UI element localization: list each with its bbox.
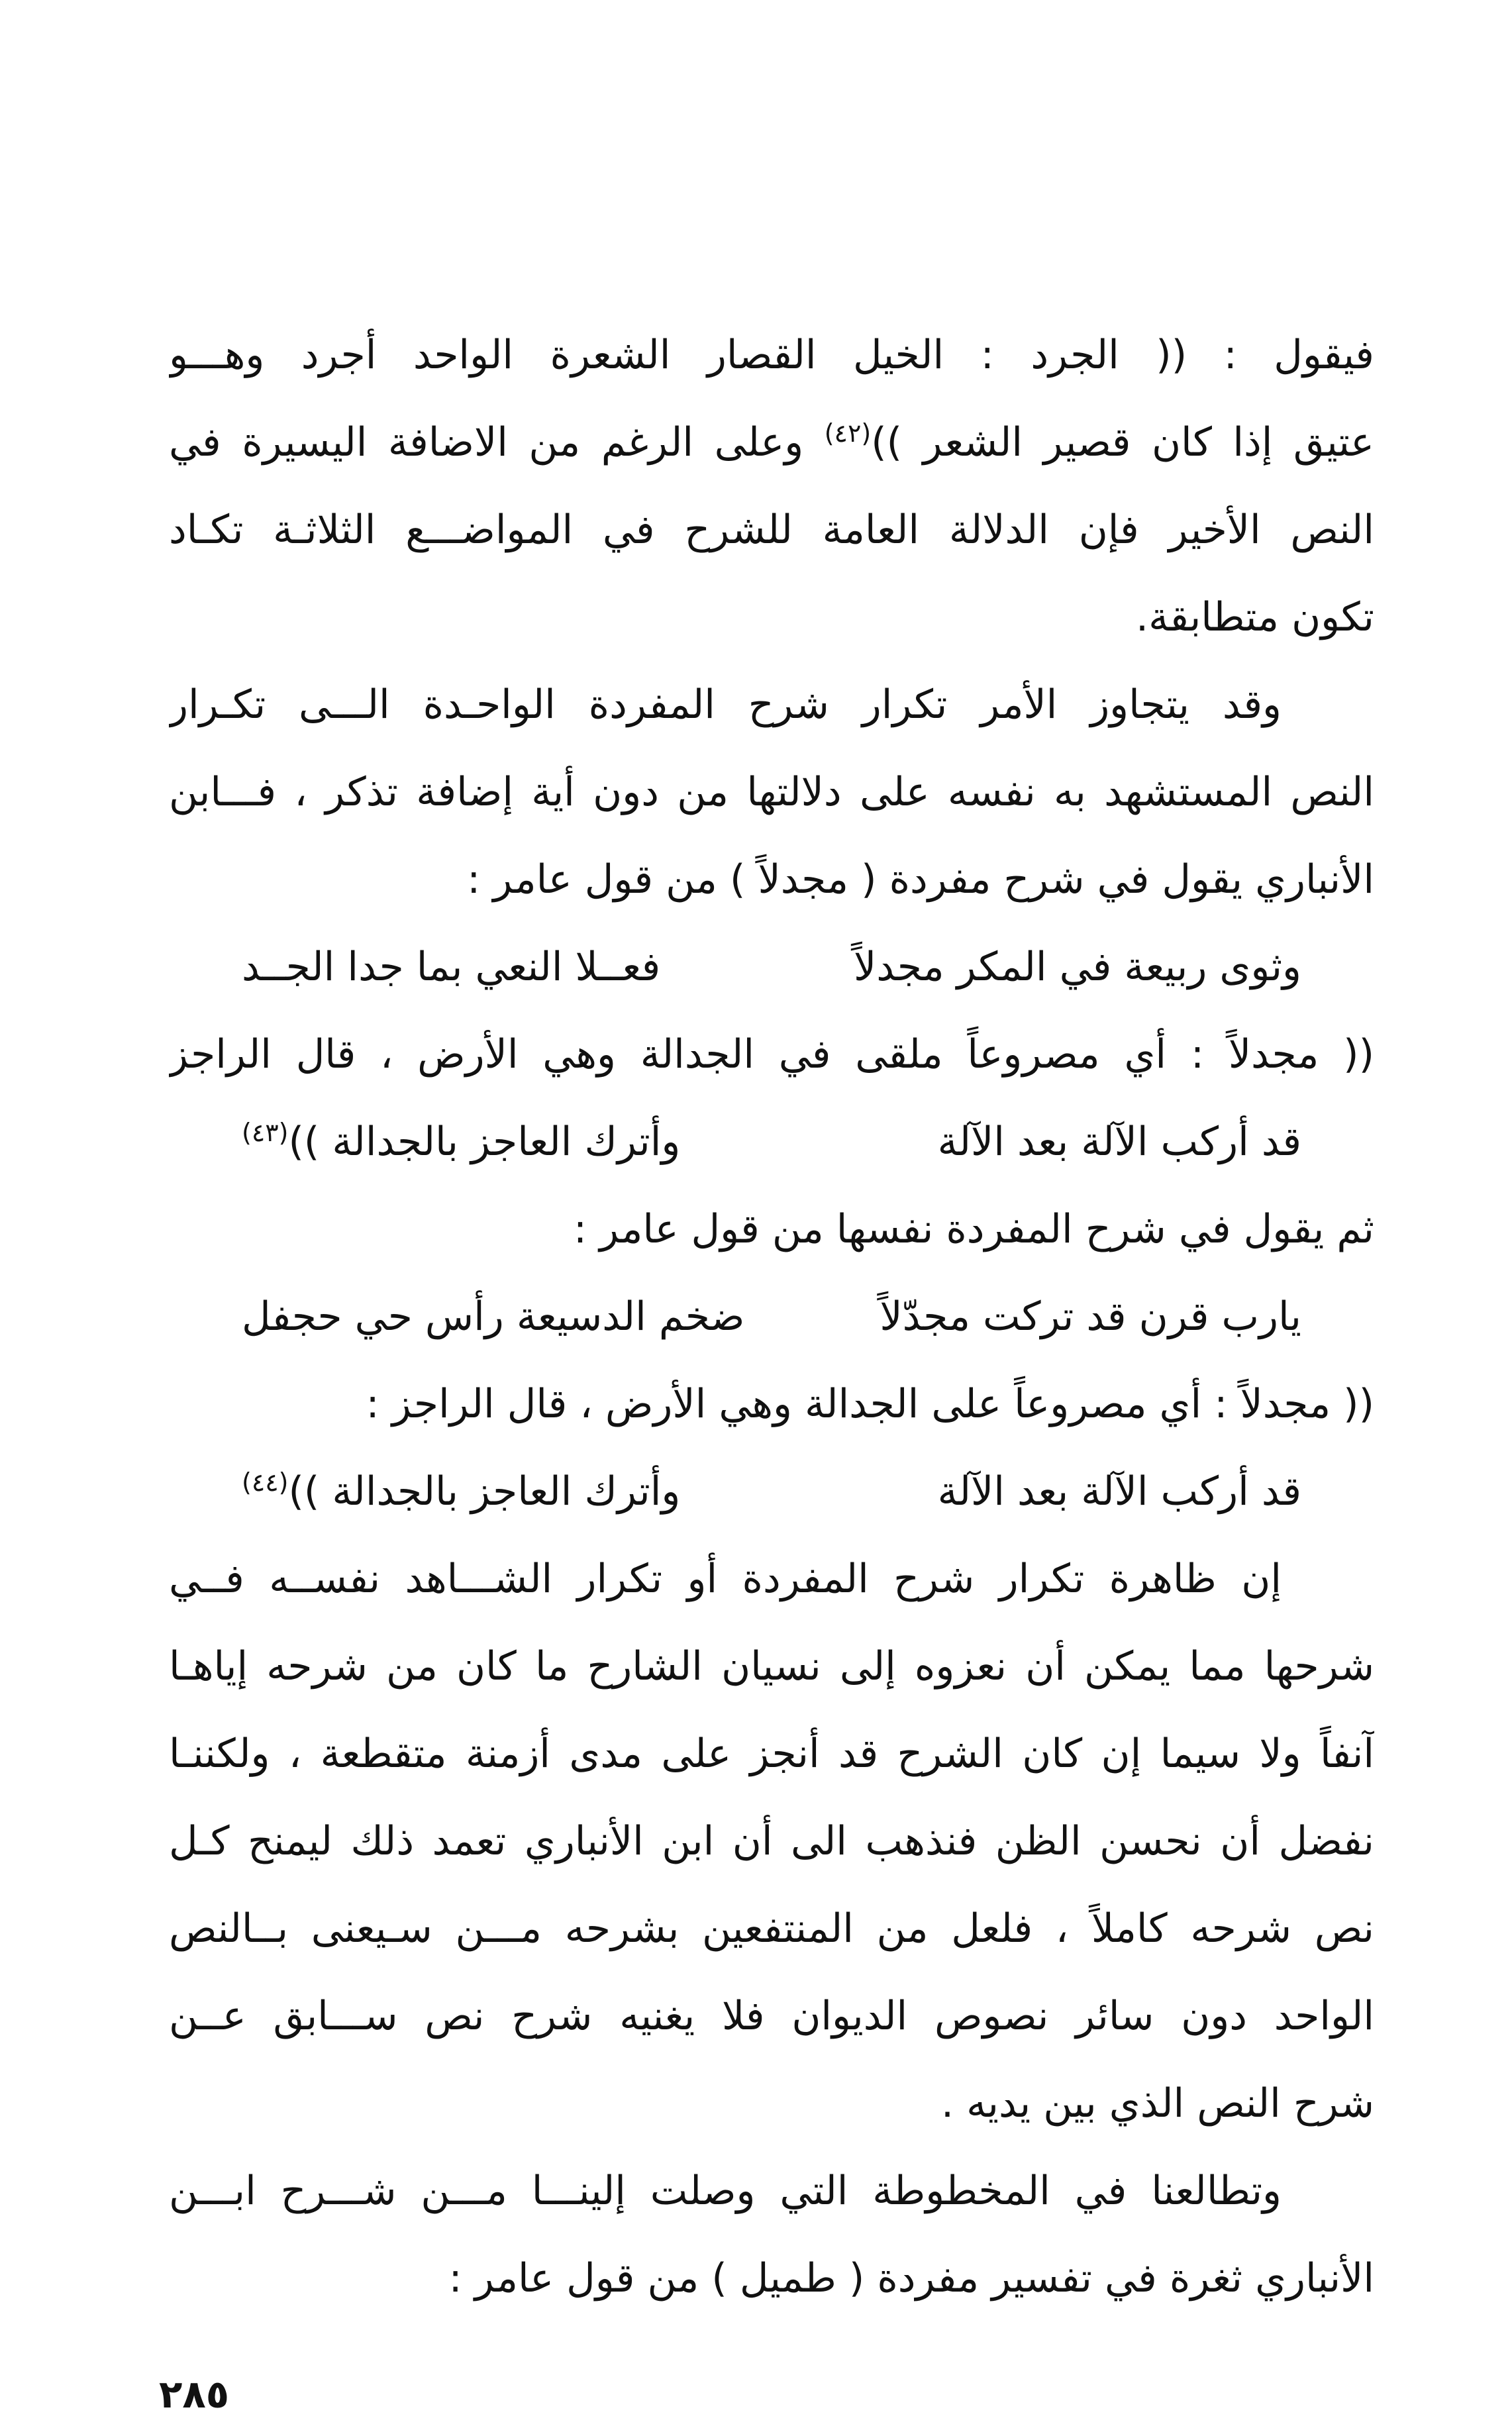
- verse-second-hemistich: وأترك العاجز بالجدالة ))(٤٤): [242, 1448, 680, 1535]
- poetry-verse: [169, 923, 1374, 1011]
- text-line: شرح النص الذي بين يديه .: [940, 2080, 1374, 2127]
- verse-first-hemistich: قد أركب الآلة بعد الآلة: [937, 1468, 1301, 1515]
- poetry-verse: [169, 1448, 1374, 1535]
- paragraph-first-line: وقد يتجاوز الأمر تكرار شرح المفردة الواحـدة الـــى تكـرار: [169, 682, 1282, 728]
- text-segment: وأترك العاجز بالجدالة )): [288, 1119, 681, 1165]
- text-line: (( مجدلاً : أي مصروعاً على الجدالة وهي الأرض ، قال الراجز :: [366, 1381, 1374, 1427]
- text-line: نص شرحه كاملاً ، فلعل من المنتفعين بشرحه مـــن سـيعنى بــالنص: [169, 1905, 1374, 1952]
- paragraph-first-line: إن ظاهرة تكرار شرح المفردة أو تكرار الشـــاهد نفســه فــي: [169, 1556, 1282, 1602]
- body-text: [169, 311, 1374, 2322]
- text-segment: عتيق إذا كان قصير الشعر )): [871, 419, 1374, 466]
- page-number: ٢٨٥: [159, 2372, 230, 2417]
- verse-second-hemistich: وأترك العاجز بالجدالة ))(٤٣): [242, 1098, 680, 1186]
- footnote-marker: (٤٢): [824, 419, 872, 448]
- text-line: الواحد دون سائر نصوص الديوان فلا يغنيه شرح نص ســـابق عــن: [169, 1993, 1374, 2039]
- verse-second-hemistich: فعــلا النعي بما جدا الجــد: [242, 944, 661, 990]
- text-line: (( مجدلاً : أي مصروعاً ملقى في الجدالة وهي الأرض ، قال الراجز: [169, 1031, 1374, 1078]
- text-line: الأنباري يقول في شرح مفردة ( مجدلاً ) من قول عامر :: [467, 856, 1374, 903]
- verse-first-hemistich: قد أركب الآلة بعد الآلة: [937, 1119, 1301, 1165]
- text-line: النص المستشهد به نفسه على دلالتها من دون أية إضافة تذكر ، فـــابن: [169, 769, 1374, 815]
- poetry-verse: [169, 1273, 1374, 1360]
- text-line: [169, 399, 1374, 486]
- text-segment: وأترك العاجز بالجدالة )): [288, 1468, 681, 1515]
- verse-second-hemistich: ضخم الدسيعة رأس حي حجفل: [242, 1293, 745, 1340]
- text-line: آنفاً ولا سيما إن كان الشرح قد أنجز على مدى أزمنة متقطعة ، ولكننـا: [169, 1731, 1374, 1777]
- text-line: الأنباري ثغرة في تفسير مفردة ( طميل ) من قول عامر :: [448, 2255, 1374, 2302]
- poetry-verse: [169, 1098, 1374, 1186]
- text-line: تكون متطابقة.: [1136, 594, 1374, 640]
- paragraph-first-line: وتطالعنا في المخطوطة التي وصلت إلينـــا مـــن شـــرح ابـــن: [169, 2168, 1282, 2214]
- text-line: النص الأخير فإن الدلالة العامة للشرح في المواضـــع الثلاثـة تكـاد: [169, 507, 1374, 553]
- text-line: نفضل أن نحسن الظن فنذهب الى أن ابن الأنباري تعمد ذلك ليمنح كـل: [169, 1818, 1374, 1864]
- verse-first-hemistich: وثوى ربيعة في المكر مجدلاً: [854, 944, 1301, 990]
- text-line: ثم يقول في شرح المفردة نفسها من قول عامر :: [573, 1206, 1374, 1252]
- text-line: فيقول : (( الجرد : الخيل القصار الشعرة الواحد أجرد وهـــو: [169, 332, 1374, 378]
- text-segment: وعلى الرغم من الاضافة اليسيرة في: [169, 419, 825, 466]
- verse-first-hemistich: يارب قرن قد تركت مجدّلاً: [880, 1293, 1301, 1340]
- text-line: شرحها مما يمكن أن نعزوه إلى نسيان الشارح ما كان من شرحه إياهـا: [169, 1643, 1374, 1690]
